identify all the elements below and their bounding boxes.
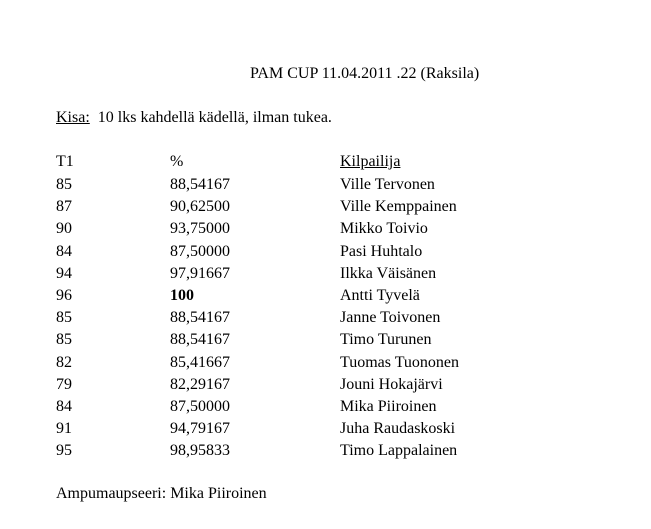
percent-cell: 93,75000	[170, 220, 230, 238]
table-row	[0, 440, 651, 462]
competition-line	[56, 108, 332, 128]
competitor-cell: Mikko Toivio	[340, 220, 428, 238]
competition-description: 10 lks kahdellä kädellä, ilman tukea.	[97, 109, 332, 126]
competitor-cell: Tuomas Tuononen	[340, 353, 460, 371]
score-cell: 79	[56, 375, 72, 393]
score-cell: 90	[56, 220, 72, 238]
score-cell: 96	[56, 287, 72, 304]
table-row	[0, 352, 651, 374]
score-cell: 82	[56, 353, 72, 371]
percent-cell: 88,54167	[170, 309, 230, 327]
percent-cell: 97,91667	[170, 264, 230, 282]
competitor-cell: Timo Turunen	[340, 331, 432, 349]
score-cell: 84	[56, 242, 72, 260]
competitor-cell: Jouni Hokajärvi	[340, 375, 443, 393]
document-title: PAM CUP 11.04.2011 .22 (Raksila)	[250, 65, 480, 82]
table-row	[0, 418, 651, 440]
table-row	[0, 218, 651, 240]
table-row	[0, 174, 651, 196]
competitor-cell: Juha Raudaskoski	[340, 420, 456, 438]
score-cell: 85	[56, 331, 72, 349]
competitor-cell: Pasi Huhtalo	[340, 242, 423, 260]
score-cell: 85	[56, 176, 72, 193]
competitor-cell: Ville Tervonen	[340, 176, 435, 193]
percent-cell: 100	[170, 287, 194, 304]
competitor-cell: Ilkka Väisänen	[340, 264, 437, 282]
score-cell: 94	[56, 264, 72, 282]
score-cell: 85	[56, 309, 72, 327]
percent-cell: 87,50000	[170, 242, 230, 260]
competitor-cell: Mika Piiroinen	[340, 398, 437, 415]
table-row	[0, 241, 651, 263]
competitor-cell: Janne Toivonen	[340, 309, 441, 327]
score-cell: 87	[56, 198, 72, 216]
table-row	[0, 196, 651, 218]
table-row	[0, 329, 651, 351]
column-header-competitor: Kilpailija	[340, 153, 401, 170]
table-row	[0, 263, 651, 285]
range-officer-line: Ampumaupseeri: Mika Piiroinen	[56, 485, 267, 502]
percent-cell: 88,54167	[170, 176, 230, 193]
percent-cell: 98,95833	[170, 442, 230, 460]
table-row	[0, 285, 651, 307]
table-row	[0, 396, 651, 418]
percent-cell: 94,79167	[170, 420, 230, 438]
percent-cell: 85,41667	[170, 353, 230, 371]
score-cell: 95	[56, 442, 72, 460]
percent-cell: 82,29167	[170, 375, 230, 393]
percent-cell: 88,54167	[170, 331, 230, 349]
percent-cell: 87,50000	[170, 398, 230, 415]
table-row	[0, 307, 651, 329]
table-row	[0, 374, 651, 396]
competition-label: Kisa:	[56, 109, 90, 126]
column-header-t1: T1	[56, 153, 74, 170]
column-header-percent: %	[170, 153, 184, 170]
score-cell: 91	[56, 420, 72, 438]
competitor-cell: Timo Lappalainen	[340, 442, 458, 460]
competitor-cell: Antti Tyvelä	[340, 287, 420, 304]
competitor-cell: Ville Kemppainen	[340, 198, 457, 216]
score-cell: 84	[56, 398, 72, 415]
percent-cell: 90,62500	[170, 198, 230, 216]
